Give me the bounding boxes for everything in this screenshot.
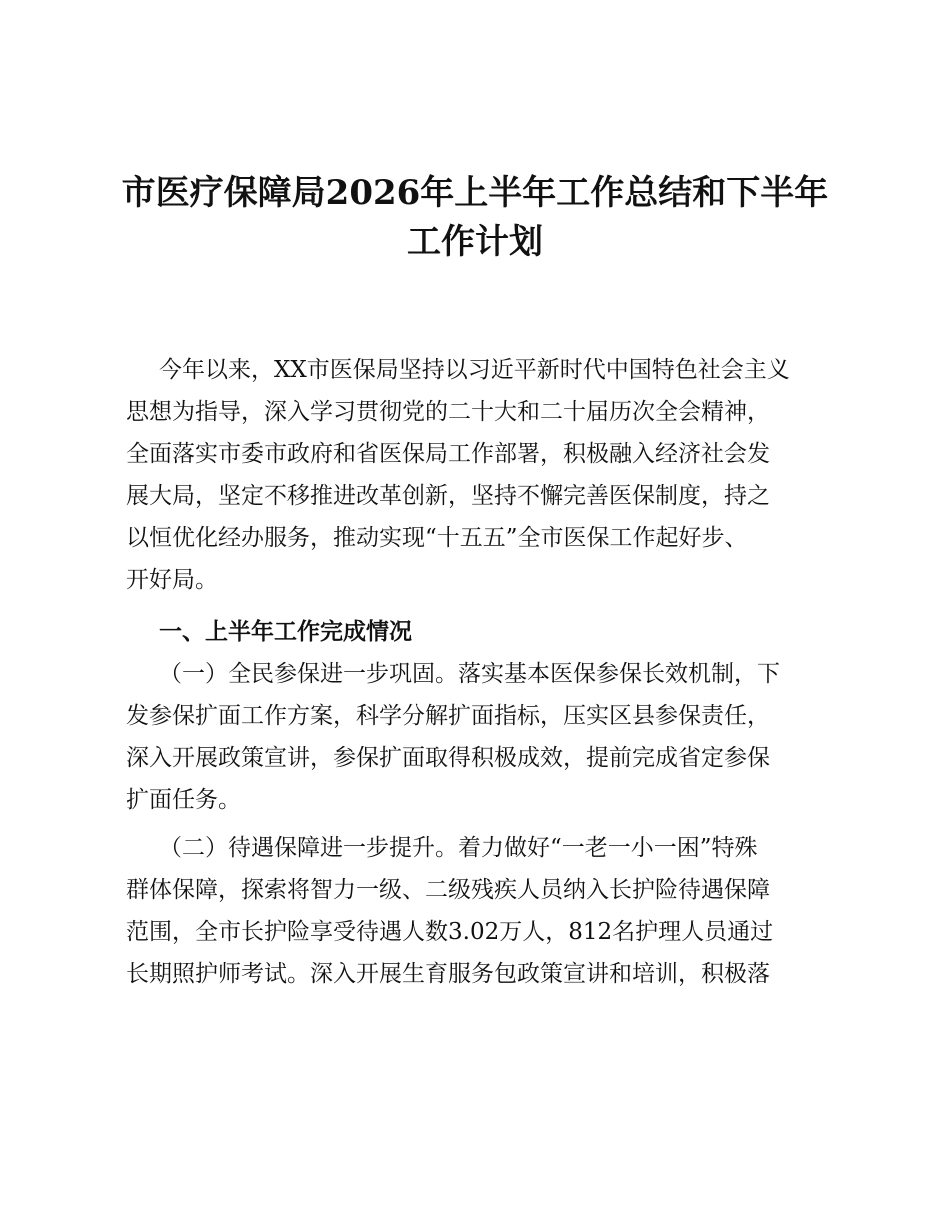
intro-line-6: 开好局。 xyxy=(126,567,218,593)
intro-line-5: 以恒优化经办服务，推动实现“十五五”全市医保工作起好步、 xyxy=(126,525,748,551)
intro-line-1: 今年以来，XX市医保局坚持以习近平新时代中国特色社会主义 xyxy=(159,357,790,383)
item2-line-1: （二）待遇保障进一步提升。着力做好“一老一小一困”特殊 xyxy=(159,835,758,861)
document-title-line-1: 市医疗保障局2026年上半年工作总结和下半年 xyxy=(121,173,829,213)
intro-line-2: 思想为指导，深入学习贯彻党的二十大和二十届历次全会精神， xyxy=(126,399,770,425)
item2-line-3: 范围，全市长护险享受待遇人数3.02万人，812名护理人员通过 xyxy=(126,919,774,945)
item1-line-4: 扩面任务。 xyxy=(126,787,241,813)
intro-line-3: 全面落实市委市政府和省医保局工作部署，积极融入经济社会发 xyxy=(126,441,770,467)
item1-line-2: 发参保扩面工作方案，科学分解扩面指标，压实区县参保责任， xyxy=(126,703,770,729)
intro-line-4: 展大局，坚定不移推进改革创新，坚持不懈完善医保制度，持之 xyxy=(126,483,770,509)
item1-line-3: 深入开展政策宣讲，参保扩面取得积极成效，提前完成省定参保 xyxy=(126,745,770,771)
document-title-line-2: 工作计划 xyxy=(407,222,543,262)
section-heading: 一、上半年工作完成情况 xyxy=(159,619,412,645)
item2-line-2: 群体保障，探索将智力一级、二级残疾人员纳入长护险待遇保障 xyxy=(126,877,770,903)
item1-line-1: （一）全民参保进一步巩固。落实基本医保参保长效机制，下 xyxy=(159,661,780,687)
item2-line-4: 长期照护师考试。深入开展生育服务包政策宣讲和培训，积极落 xyxy=(126,961,770,987)
